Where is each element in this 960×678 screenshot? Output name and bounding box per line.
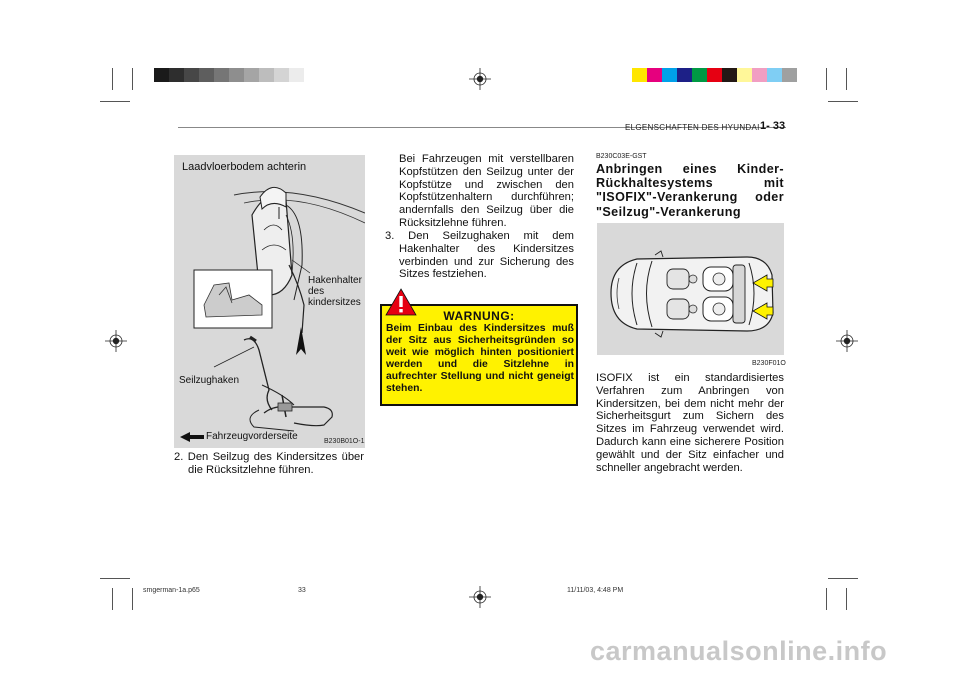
- footer-filename: smgerman-1a.p65: [143, 587, 200, 594]
- registration-swatch: [752, 68, 767, 82]
- registration-swatch: [662, 68, 677, 82]
- registration-swatch: [169, 68, 184, 82]
- label-vehicle-front: Fahrzeugvorderseite: [206, 431, 298, 442]
- grayscale-registration-bar: [154, 68, 304, 82]
- registration-swatch: [259, 68, 274, 82]
- car-top-view-drawing: [597, 223, 784, 355]
- warning-text: Beim Einbau des Kindersitzes muß der Sitz aus Sicherheitsgründen so weit wie möglich hinten positioniert werden und die Sitzlehne in aufrechter Stellung und nicht geneigt stehen.: [386, 323, 574, 394]
- label-tether-hook: Seilzughaken: [179, 375, 240, 386]
- warning-triangle-icon: [385, 288, 417, 316]
- crop-mark: [112, 588, 113, 610]
- footer-page: 33: [298, 587, 306, 594]
- crop-mark: [846, 588, 847, 610]
- step-2-text: 2. Den Seilzug des Kindersitzes über die Rücksitzlehne führen.: [174, 451, 364, 476]
- registration-swatch: [274, 68, 289, 82]
- registration-swatch: [154, 68, 169, 82]
- registration-swatch: [767, 68, 782, 82]
- right-figure-code: B230F01O: [752, 360, 786, 367]
- color-registration-bar: [632, 68, 797, 82]
- warning-title: WARNUNG:: [443, 309, 515, 323]
- registration-target-icon: [469, 68, 491, 90]
- label-hook-holder: Hakenhalter des kindersitzes: [308, 275, 362, 308]
- header-title: ELGENSCHAFTEN DES HYUNDAI: [625, 123, 760, 132]
- registration-swatch: [214, 68, 229, 82]
- section-title: Anbringen eines Kinder-Rückhaltesystems mit "ISOFIX"-Verankerung oder "Seilzug"-Verankerung: [596, 162, 784, 219]
- registration-swatch: [289, 68, 304, 82]
- figure-title: Laadvloerbodem achterin: [182, 161, 307, 173]
- registration-swatch: [632, 68, 647, 82]
- registration-target-icon: [836, 330, 858, 352]
- registration-swatch: [647, 68, 662, 82]
- registration-swatch: [184, 68, 199, 82]
- crop-mark: [846, 68, 847, 90]
- crop-mark: [100, 578, 130, 579]
- registration-swatch: [692, 68, 707, 82]
- crop-mark: [826, 588, 827, 610]
- step-3-text: 3. Den Seilzughaken mit dem Hakenhalter des Kindersitzes verbinden und zur Sicherung des Sitzes festziehen.: [385, 230, 574, 281]
- page-number: 1- 33: [760, 120, 786, 132]
- crop-mark: [826, 68, 827, 90]
- warning-box: [380, 304, 578, 406]
- registration-target-icon: [469, 586, 491, 608]
- isofix-car-illustration: [597, 223, 784, 355]
- registration-swatch: [722, 68, 737, 82]
- watermark: carmanualsonline.info: [590, 636, 888, 666]
- crop-mark: [828, 578, 858, 579]
- registration-target-icon: [105, 330, 127, 352]
- crop-mark: [112, 68, 113, 90]
- isofix-description: ISOFIX ist ein standardisiertes Verfahren zum Anbringen von Kindersitzen, bei dem nicht mehr der Sicherheitsgurt zum Sichern des Sitzes im Fahrzeug verwendet wird. Dadurch kann eine sicherere Position gewählt und der Sitz einfacher und schneller angebracht werden.: [596, 372, 784, 474]
- section-code: B230C03E-GST: [596, 153, 647, 160]
- registration-swatch: [244, 68, 259, 82]
- figure-code: B230B01O-1: [324, 438, 365, 445]
- adjustable-headrest-text: Bei Fahrzeugen mit verstellbaren Kopfstützen den Seilzug unter der Kopfstütze und zwischen den Kopfstützenhaltern durchführen; andernfalls den Seilzug über die Rücksitzlehne führen.: [399, 153, 574, 229]
- registration-swatch: [677, 68, 692, 82]
- crop-mark: [828, 101, 858, 102]
- crop-mark: [100, 101, 130, 102]
- footer-date: 11/11/03, 4:48 PM: [567, 587, 624, 594]
- registration-swatch: [737, 68, 752, 82]
- registration-swatch: [782, 68, 797, 82]
- seat-tether-illustration: [174, 155, 365, 448]
- registration-swatch: [199, 68, 214, 82]
- crop-mark: [132, 588, 133, 610]
- crop-mark: [132, 68, 133, 90]
- registration-swatch: [229, 68, 244, 82]
- registration-swatch: [707, 68, 722, 82]
